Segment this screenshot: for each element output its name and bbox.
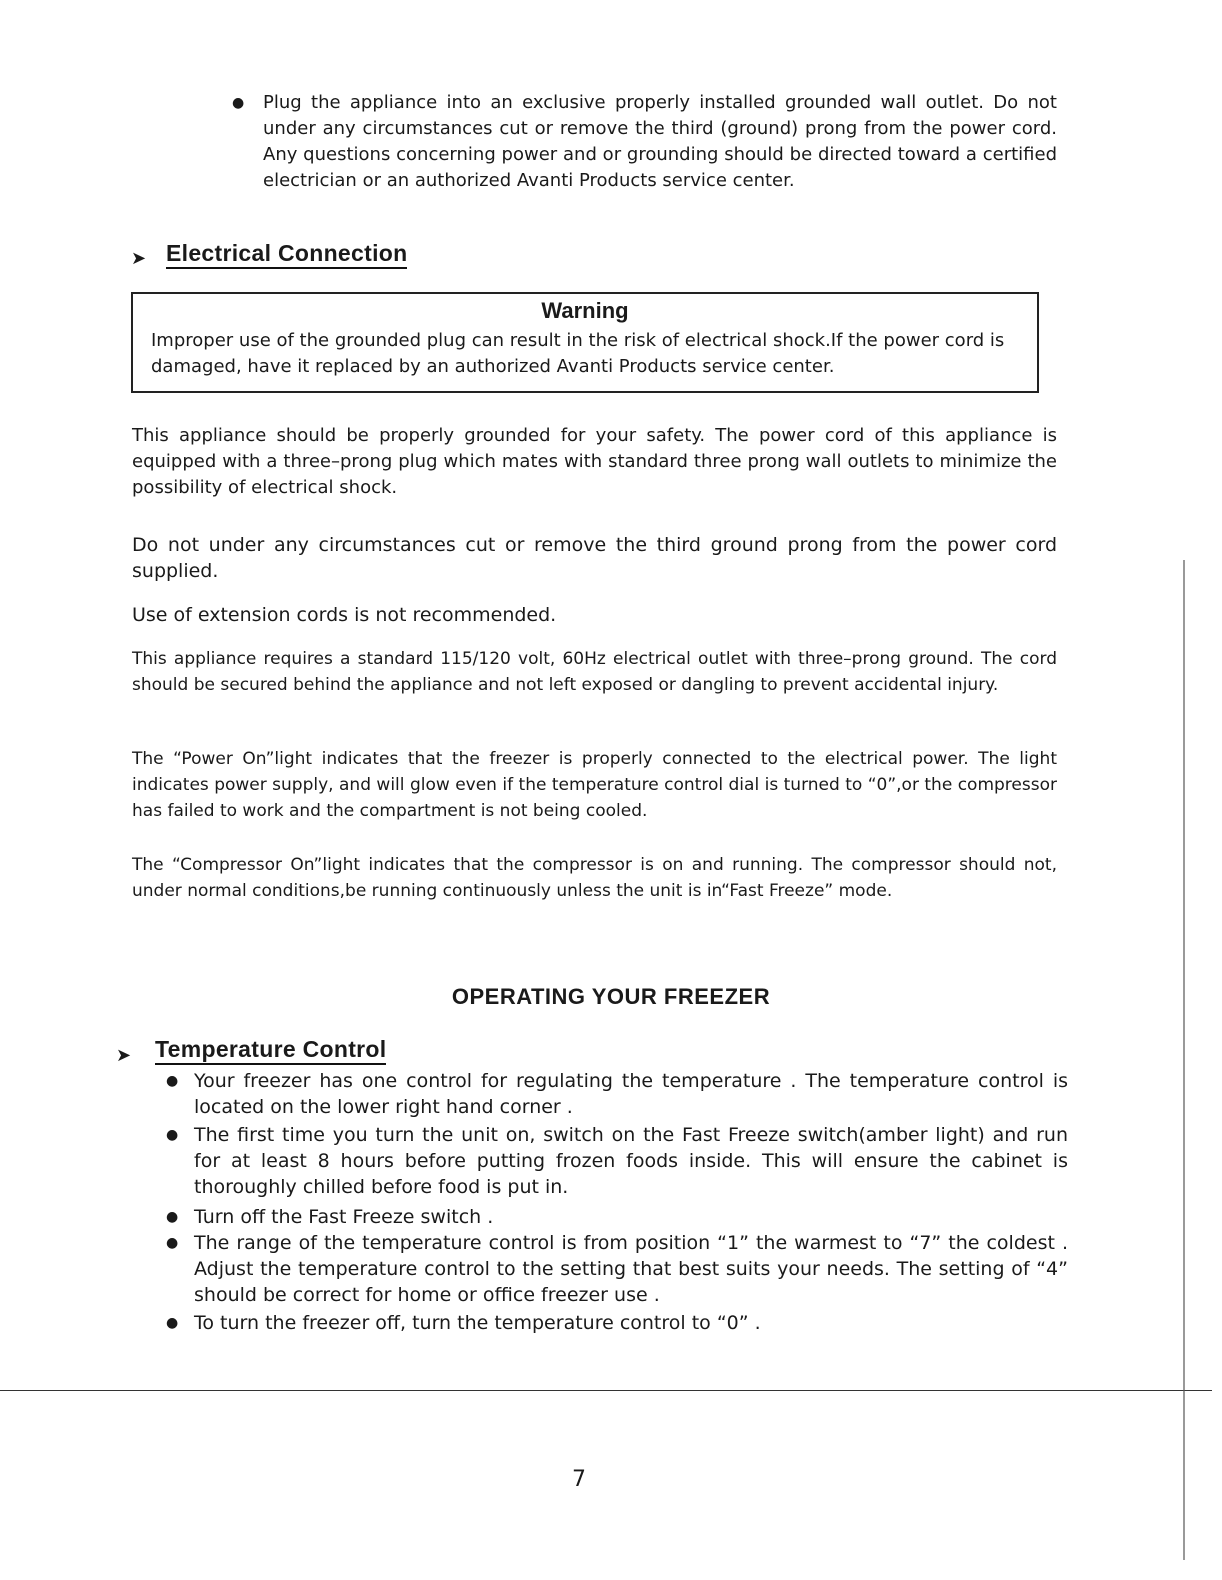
arrow-icon: ➤ [116,1045,132,1066]
paragraph-extension: Use of extension cords is not recommended. [132,604,557,626]
intro-bullet [232,90,1057,194]
paragraph-prong: Do not under any circumstances cut or remove the third ground prong from the power cord supplied. [132,534,1057,582]
list-item: ● Your freezer has one control for regulating the temperature . The temperature control is located on the lower right hand corner . [166,1070,1068,1118]
paragraph-power-on: The “Power On”light indicates that the freezer is properly connected to the electrical power. The light indicates power supply, and will glow even if the temperature control dial is turned to “0”,or the compressor has failed to work and the compartment is not being cooled. [132,749,1057,821]
arrow-icon: ➤ [131,248,147,269]
scan-edge [1183,560,1185,1560]
list-item: ● The first time you turn the unit on, switch on the Fast Freeze switch(amber light) and run for at least 8 hours before putting frozen foods inside. This will ensure the cabinet is thoroughly chilled before food is put in. [166,1124,1068,1198]
list-item: ● The range of the temperature control is from position “1” the warmest to “7” the coldest . Adjust the temperature control to the setting that best suits your needs. The setting of “4” should be correct for home or office freezer use . [166,1232,1068,1306]
paragraph-compressor-on: The “Compressor On”light indicates that the compressor is on and running. The compressor should not, under normal conditions,be running continuously unless the unit is in“Fast Freeze” mode. [132,855,1057,901]
temperature-heading: Temperature Control [155,1036,386,1063]
intro-bullet-text: Plug the appliance into an exclusive properly installed grounded wall outlet. Do not under any circumstances cut or remove the third (ground) prong from the power cord. Any questions concerning power and or grounding should be directed toward a certified electrician or an authorized Avanti Products service center. [263,92,1057,191]
list-item: ● Turn off the Fast Freeze switch . [166,1206,494,1228]
paragraph-outlet: This appliance requires a standard 115/120 volt, 60Hz electrical outlet with three–prong ground. The cord should be secured behind the appliance and not left exposed or dangling to prevent accidental injury. [132,649,1057,695]
bullet-icon: ● [166,1209,179,1225]
list-item: ● To turn the freezer off, turn the temperature control to “0” . [166,1312,761,1334]
warning-title: Warning [541,298,629,323]
footer-rule [0,1390,1212,1391]
bullet-icon: ● [166,1315,179,1331]
bullet-icon: ● [232,95,245,111]
bullet-icon: ● [166,1235,179,1251]
bullet-icon: ● [166,1073,179,1089]
warning-text: Improper use of the grounded plug can result in the risk of electrical shock.If the power cord is damaged, have it replaced by an authorized Avanti Products service center. [151,330,1005,377]
page-number: 7 [572,1467,586,1492]
section-title: OPERATING YOUR FREEZER [451,984,771,1009]
warning-box [131,292,1039,393]
electrical-heading: Electrical Connection [166,240,407,267]
paragraph-grounding: This appliance should be properly grounded for your safety. The power cord of this appliance is equipped with a three–prong plug which mates with standard three prong wall outlets to minimize the possibility of electrical shock. [132,425,1057,498]
bullet-icon: ● [166,1127,179,1143]
